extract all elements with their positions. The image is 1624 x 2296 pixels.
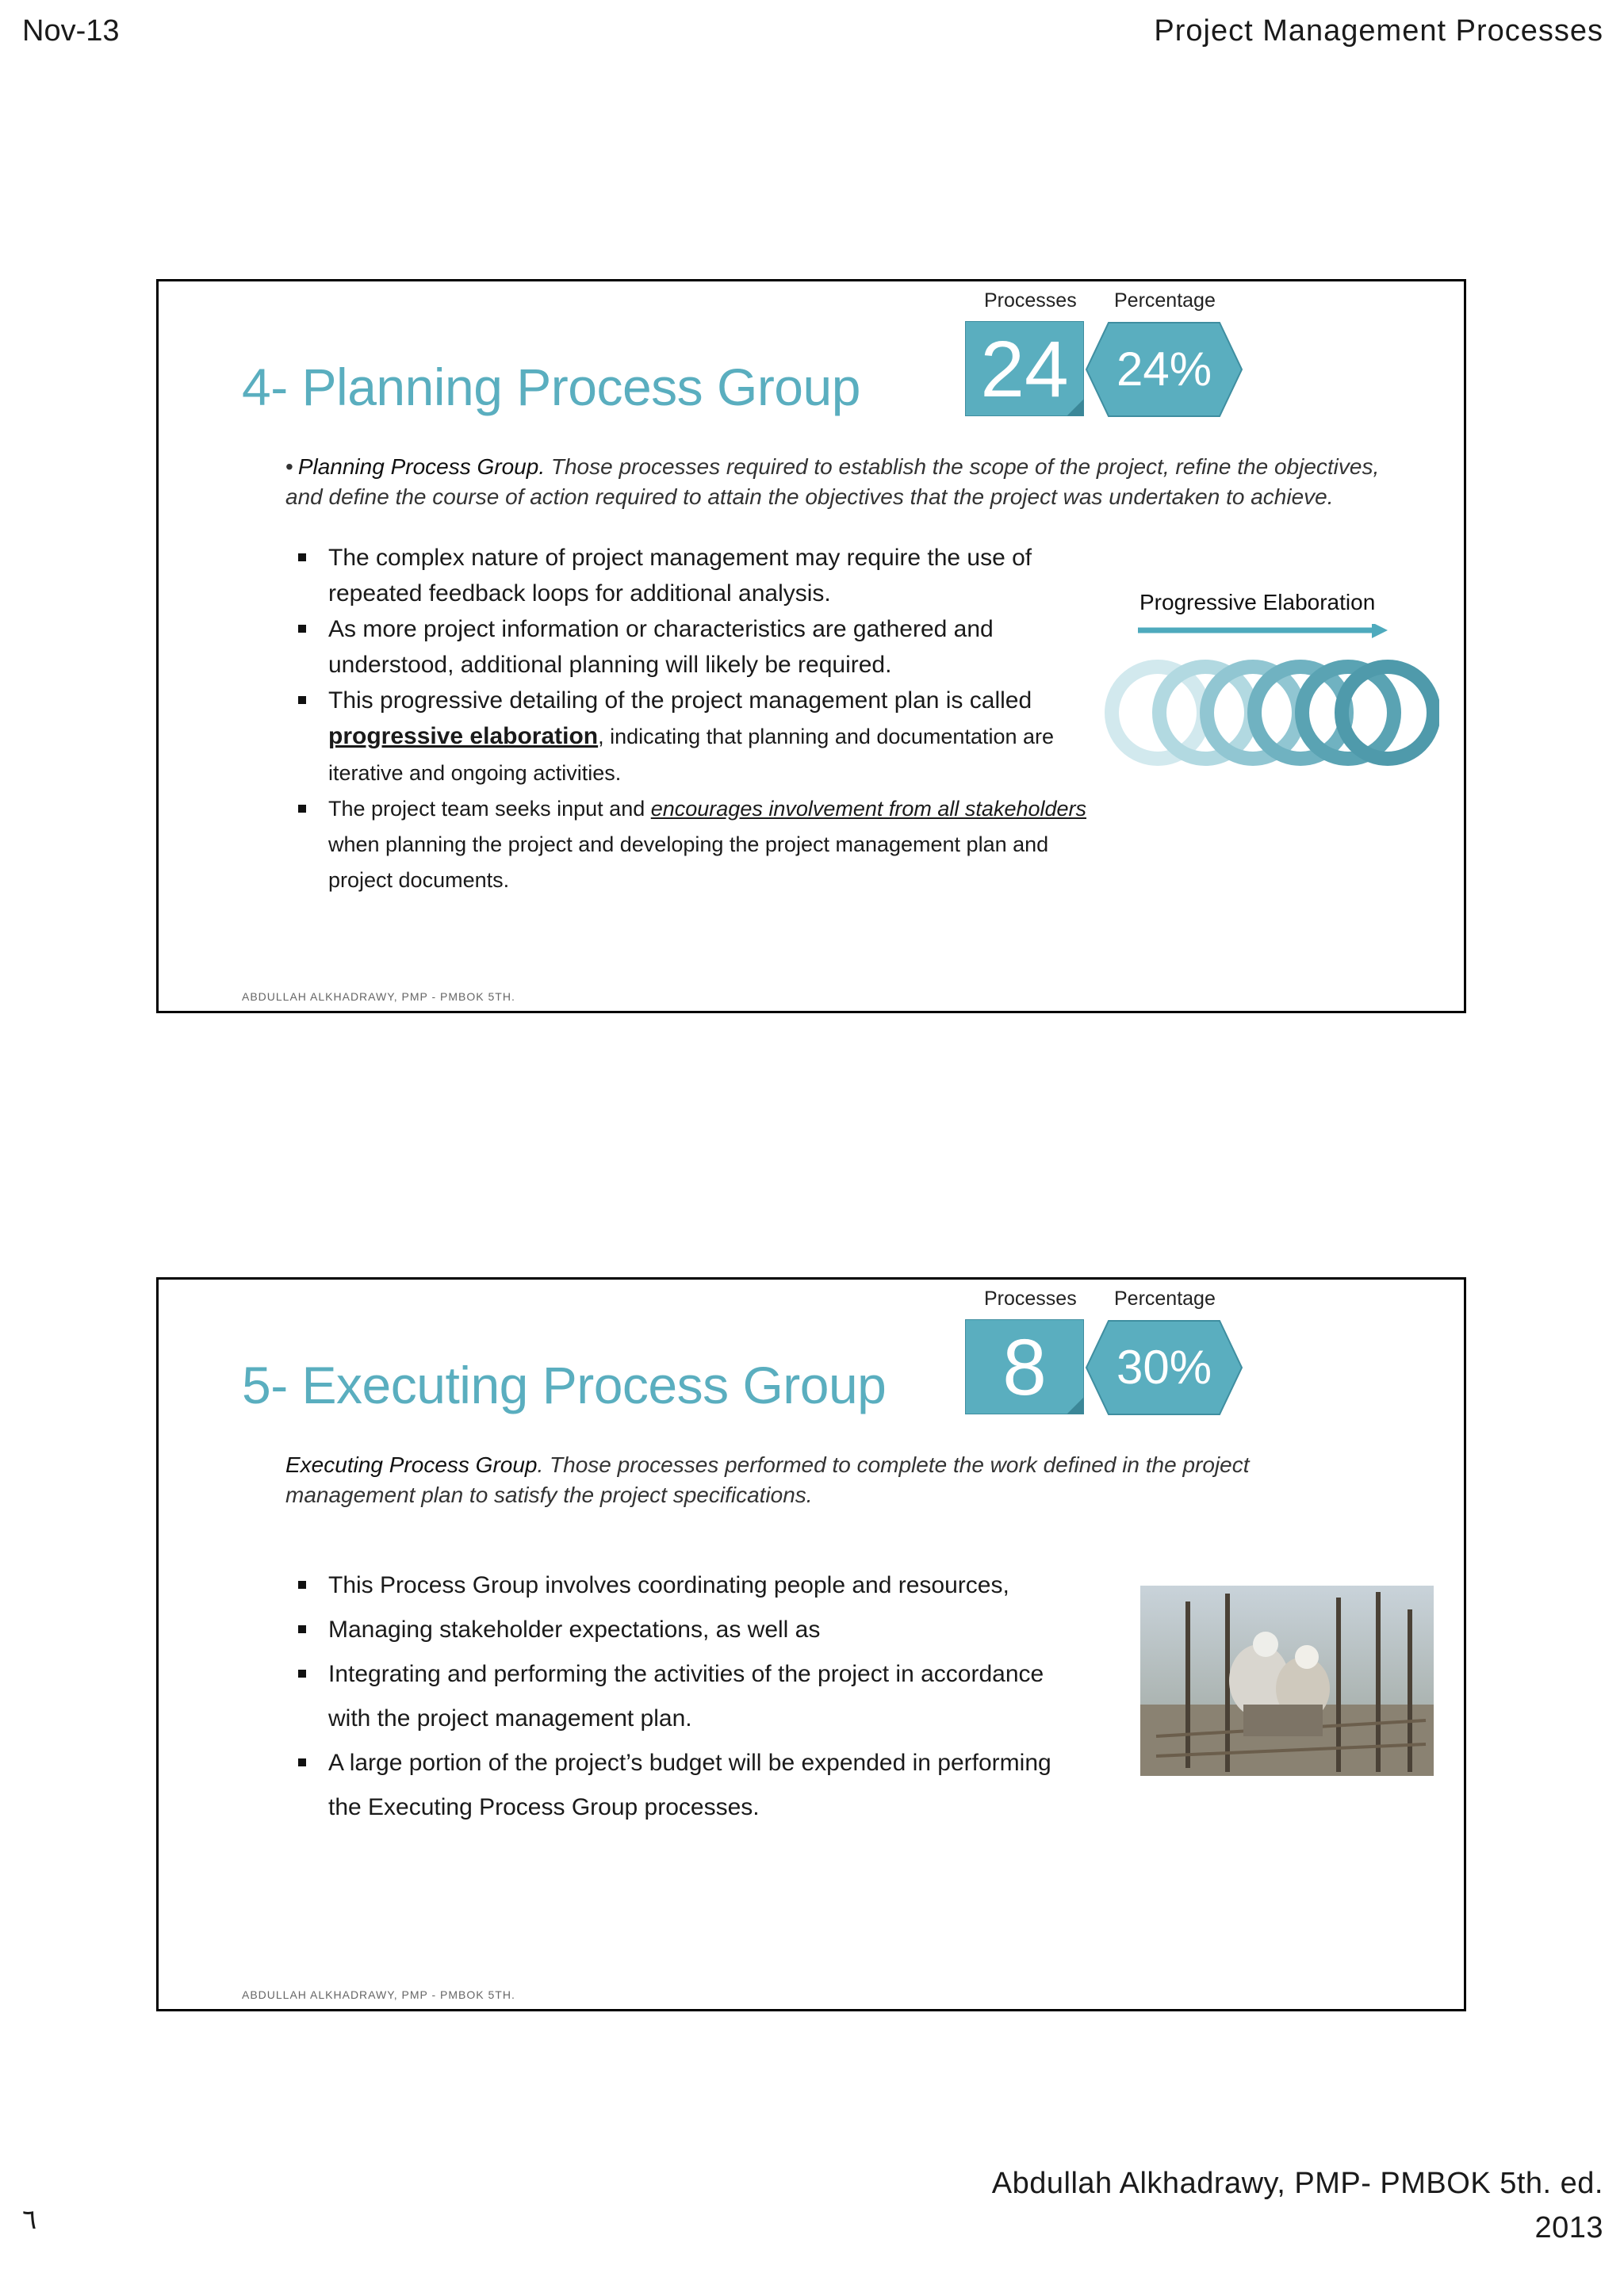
definition-term: Planning Process Group. — [297, 454, 546, 479]
list-item: The complex nature of project management may require the use of repeated feedback loops for additional analysis. — [295, 540, 1088, 611]
definition — [285, 1450, 1380, 1510]
stakeholder-emphasis: encourages involvement from all stakeholders — [650, 797, 1087, 821]
processes-label: Processes — [984, 1288, 1077, 1310]
list-item — [295, 791, 1088, 898]
percentage-label: Percentage — [1114, 289, 1216, 312]
processes-label: Processes — [984, 289, 1077, 312]
bullet-text: when planning the project and developing the project management plan and project documents. — [328, 832, 1049, 892]
bullet-text: This progressive detailing of the project management plan is called — [328, 687, 1032, 714]
progressive-elaboration-term: progressive elaboration — [328, 723, 599, 749]
bullet-text: The project team seeks input and — [328, 797, 651, 821]
definition-text: . Those processes performed to complete the work defined in the project management plan to satisfy the project specifications. — [285, 1452, 1250, 1507]
construction-workers-photo — [1140, 1586, 1434, 1776]
process-count-box: 24 — [965, 321, 1084, 416]
slide-executing — [156, 1277, 1466, 2011]
bullet-text: , indicating that planning and documentation are iterative and ongoing activities. — [328, 725, 1055, 785]
percentage-label: Percentage — [1114, 1288, 1216, 1310]
slide-planning — [156, 279, 1466, 1013]
footer-author: Abdullah Alkhadrawy, PMP- PMBOK 5th. ed. — [991, 2167, 1603, 2200]
list-item — [295, 683, 1088, 791]
definition-term: Executing Process Group — [285, 1452, 538, 1477]
list-item: A large portion of the project’s budget will be expended in performing the Executing Process Group processes. — [295, 1741, 1088, 1830]
process-count-box: 8 — [965, 1319, 1084, 1414]
progressive-elaboration-icon — [1098, 624, 1439, 783]
bullet-list — [295, 540, 1088, 898]
percentage-value: 24% — [1116, 342, 1212, 396]
slide-title: 5- Executing Process Group — [242, 1356, 887, 1414]
list-item: Integrating and performing the activities of the project in accordance with the project management plan. — [295, 1652, 1088, 1741]
bullet-list — [295, 1563, 1088, 1830]
page-header-title: Project Management Processes — [1154, 14, 1603, 48]
footer-year: 2013 — [1534, 2211, 1603, 2244]
page-footer — [992, 2161, 1603, 2250]
bullet-dot-icon: • — [285, 454, 293, 479]
progressive-elaboration-label: Progressive Elaboration — [1139, 590, 1376, 614]
slide-title: 4- Planning Process Group — [242, 358, 860, 416]
page-date: Nov-13 — [22, 14, 120, 48]
list-item: Managing stakeholder expectations, as well as — [295, 1608, 1088, 1652]
percentage-value: 30% — [1116, 1341, 1212, 1394]
slide-footer: ABDULLAH ALKHADRAWY, PMP - PMBOK 5TH. — [242, 990, 515, 1003]
page-number: ٦ — [22, 2205, 37, 2235]
slide-footer: ABDULLAH ALKHADRAWY, PMP - PMBOK 5TH. — [242, 1988, 515, 2001]
list-item: This Process Group involves coordinating people and resources, — [295, 1563, 1088, 1608]
definition — [285, 452, 1380, 512]
list-item: As more project information or characteristics are gathered and understood, additional planning will likely be required. — [295, 611, 1088, 683]
definition-text: Those processes required to establish the scope of the project, refine the objectives, and define the course of action required to attain the objectives that the project was undertaken to achieve. — [285, 454, 1380, 509]
